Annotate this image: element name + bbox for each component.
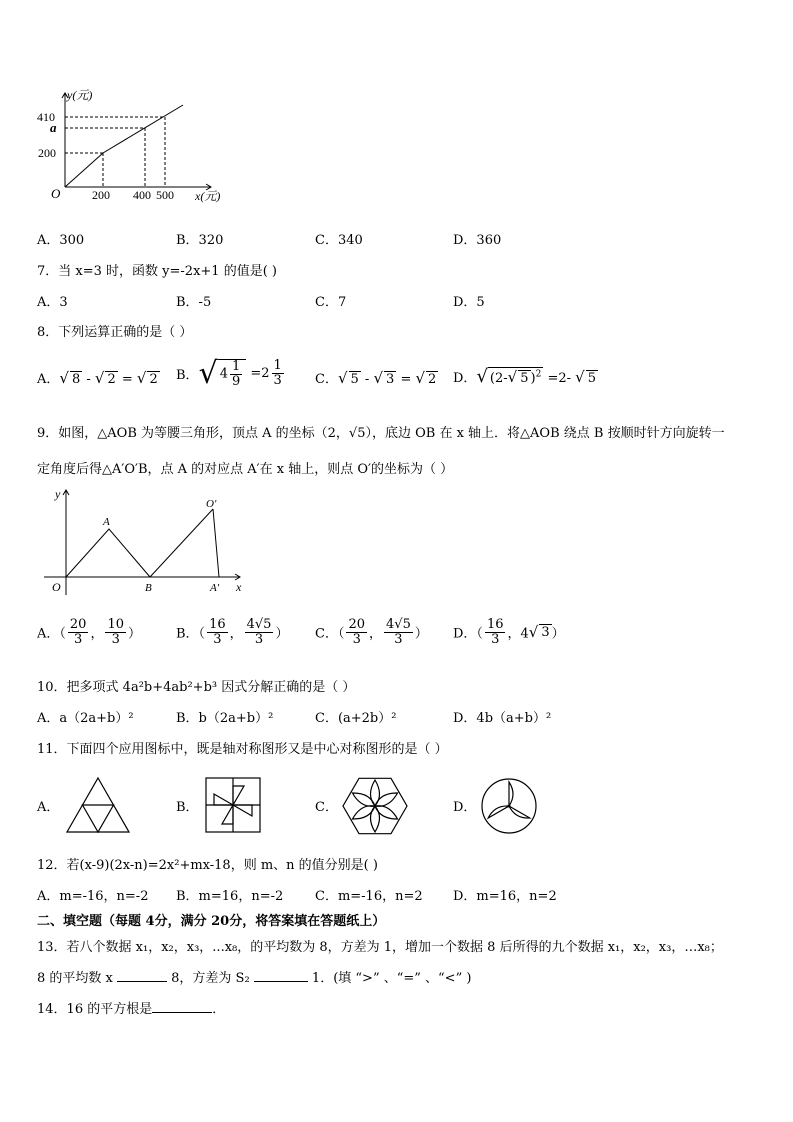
q8-a-r3: 2 [149, 372, 158, 387]
q9-c-d1: 3 [352, 631, 361, 647]
q9-fig-x: x [236, 580, 242, 594]
q8-a-r1: 8 [71, 372, 81, 387]
q14-end: ． [212, 1002, 226, 1017]
q6-option-d[interactable]: D．360 [453, 233, 502, 248]
q12-option-b[interactable]: B．m=16，n=-2 [176, 889, 284, 904]
q6-option-b[interactable]: B．320 [176, 233, 224, 248]
q8-a-label: A． [37, 372, 60, 387]
q7-option-d[interactable]: D．5 [453, 295, 485, 310]
q12-stem: 12．若(x-9)(2x-n)=2x²+mx-18，则 m、n 的值分别是( ) [37, 858, 378, 873]
q9-b-n1: 16 [209, 617, 226, 632]
q9-fig-y: y [55, 487, 61, 501]
q6-option-a[interactable]: A．300 [37, 233, 85, 248]
q8-option-d[interactable] [453, 366, 598, 387]
q13-line-2c: 1．(填 “>” 、“=” 、“<” ) [307, 971, 472, 986]
section-2-heading: 二、填空题（每题 4分，满分 20分，将答案填在答题纸上） [37, 914, 386, 929]
triangle-icon [65, 776, 131, 834]
q9-c-n1: 20 [348, 617, 365, 632]
q9-a-label: A．（ [37, 626, 66, 642]
radical-icon: √ [337, 369, 348, 387]
q13-line-2b: 8，方差为 S₂ [167, 971, 254, 986]
q8-c-eq: = [396, 372, 416, 387]
q9-option-d[interactable]: D．（ $\frac{16}{3}$ ，4√ 3 ） [453, 617, 565, 647]
q9-c-n2: 4√5 [386, 617, 411, 632]
radical-icon: √ [198, 356, 218, 391]
graph6-ytick-410: 410 [37, 110, 55, 124]
hexagon-flower-icon [341, 776, 409, 836]
q13-blank-variance[interactable] [254, 969, 308, 982]
q10-stem: 10．把多项式 4a²b+4ab²+b³ 因式分解正确的是（ ） [37, 680, 356, 695]
radical-icon: √ [476, 366, 488, 387]
graph6-ytick-a: a [50, 120, 57, 135]
q9-d-n1: 16 [486, 617, 504, 632]
q8-c-r3: 2 [428, 372, 437, 387]
graph6-ytick-200: 200 [38, 146, 56, 160]
q11-d-label: D． [453, 800, 477, 815]
radical-icon: √ [59, 369, 69, 387]
q8-a-r2: 2 [107, 372, 116, 387]
q8-b-num2: 1 [273, 358, 282, 374]
q7-option-c[interactable]: C．7 [315, 295, 347, 310]
q9-fig-Oprime: O′ [206, 498, 217, 510]
q9-option-c[interactable]: C．（ $\frac{20}{3}$ ， $\frac{4√5}{3}$ ） [315, 617, 428, 647]
radical-icon: √ [507, 368, 518, 386]
radical-icon: √ [373, 369, 384, 387]
graph6-x-label: x(元) [195, 189, 221, 203]
q8-d-inner: (2- [489, 371, 508, 386]
pinwheel-icon [204, 776, 262, 834]
q8-option-c[interactable] [315, 368, 438, 387]
q8-c-r1: 5 [350, 372, 359, 387]
q8-option-a[interactable] [37, 368, 160, 387]
radical-icon: √ [528, 623, 539, 642]
graph6-origin: O [51, 186, 61, 201]
q8-b-num: 1 [231, 358, 241, 374]
q13-line-1: 13．若八个数据 x₁，x₂，x₃，...x₈，的平均数为 8，方差为 1，增加一个数据 8 后所得的九个数据 x₁，x₂，x₃，…x₈； [37, 940, 723, 955]
q9-line-2: 定角度后得△A′O′B，点 A 的对应点 A′在 x 轴上，则点 O′的坐标为（ ） [37, 462, 454, 477]
q11-b-label: B． [176, 800, 199, 815]
q8-d-r: 5 [520, 371, 529, 386]
q9-fig-B: B [145, 582, 152, 594]
q9-fig-O: O [52, 580, 61, 594]
q13-line-2a: 8 的平均数 x [37, 971, 117, 986]
q9-a-d1: 3 [74, 631, 83, 647]
q9-c-d2: 3 [394, 631, 403, 647]
q12-option-c[interactable]: C．m=-16，n=2 [315, 889, 423, 904]
q8-d-r2: 5 [587, 371, 596, 386]
q13-blank-mean[interactable] [117, 969, 167, 982]
q8-d-eq: =2- [543, 371, 576, 386]
q6-graph [35, 85, 235, 213]
q10-option-b[interactable]: B．b（2a+b）² [176, 711, 274, 726]
graph6-y-label: y(元) [67, 88, 93, 102]
q8-c-r2: 3 [386, 372, 395, 387]
q9-figure [40, 485, 255, 595]
q8-option-b[interactable] [176, 356, 286, 391]
q14-text: 14．16 的平方根是 [37, 1002, 153, 1017]
q14-line [37, 998, 225, 1017]
q8-b-den: 9 [231, 373, 241, 389]
radical-icon: √ [94, 369, 105, 387]
q9-d-label: D．（ [453, 626, 483, 642]
q9-b-d1: 3 [213, 631, 222, 647]
q8-b-whole: 4 [219, 366, 228, 382]
q7-option-b[interactable]: B．-5 [176, 295, 212, 310]
q9-b-label: B．（ [176, 626, 206, 642]
q12-option-a[interactable]: A．m=-16，n=-2 [37, 889, 149, 904]
q9-d-tail: ，4 [507, 626, 529, 642]
graph6-xtick-500: 500 [156, 188, 174, 202]
q9-option-a[interactable]: A．（ $\frac{20}{3}$ ， $\frac{10}{3}$ ） [37, 617, 142, 647]
circle-blade-icon [479, 776, 539, 836]
q11-a-label: A． [37, 800, 60, 815]
q11-c-label: C． [315, 800, 338, 815]
radical-icon: √ [136, 369, 147, 387]
q14-blank[interactable] [152, 1000, 212, 1013]
q8-d-sup: 2 [535, 369, 542, 380]
q8-c-label: C． [315, 372, 338, 387]
q9-option-b[interactable]: B．（ $\frac{16}{3}$ ， $\frac{4√5}{3}$ ） [176, 617, 289, 647]
q9-fig-A: A [103, 516, 110, 528]
q9-c-label: C．（ [315, 626, 345, 642]
q9-line-1: 9．如图，△AOB 为等腰三角形，顶点 A 的坐标（2，√5），底边 OB 在 x 轴上．将△AOB 绕点 B 按顺时针方向旋转一 [37, 426, 725, 441]
radical-icon: √ [415, 369, 426, 387]
q7-stem: 7．当 x=3 时，函数 y=-2x+1 的值是( ) [37, 264, 277, 279]
q10-option-c[interactable]: C．(a+2b）² [315, 711, 397, 726]
graph6-xtick-400: 400 [133, 188, 151, 202]
q9-a-n2: 10 [107, 617, 124, 632]
radical-icon: √ [575, 368, 585, 386]
q8-b-eq: =2 [246, 366, 270, 381]
q6-option-c[interactable]: C．340 [315, 233, 363, 248]
q8-d-label: D． [453, 371, 477, 386]
q8-c-op: - [360, 372, 374, 387]
q9-b-d2: 3 [254, 631, 264, 647]
q11-stem: 11．下面四个应用图标中，既是轴对称图形又是中心对称图形的是（ ） [37, 742, 448, 757]
q10-option-a[interactable]: A．a（2a+b）² [37, 711, 134, 726]
q9-d-r: 3 [541, 625, 550, 641]
q10-option-d[interactable]: D．4b（a+b）² [453, 711, 552, 726]
q9-fig-Aprime: A′ [210, 582, 220, 594]
q8-d-close: ) [530, 371, 536, 386]
q9-a-n1: 20 [69, 617, 87, 632]
q9-a-d2: 3 [111, 631, 120, 647]
q7-option-a[interactable]: A．3 [37, 295, 68, 310]
q8-b-den2: 3 [273, 373, 282, 388]
q12-option-d[interactable]: D．m=16，n=2 [453, 889, 557, 904]
graph6-xtick-200: 200 [92, 188, 110, 202]
q8-a-eq: = [117, 372, 137, 387]
q13-line-2 [37, 967, 471, 986]
q9-d-d1: 3 [491, 631, 500, 647]
q8-a-op: - [82, 372, 95, 387]
q9-b-n2: 4√5 [246, 617, 272, 632]
q8-b-label: B． [176, 368, 199, 383]
q8-stem: 8．下列运算正确的是（ ） [37, 325, 193, 340]
